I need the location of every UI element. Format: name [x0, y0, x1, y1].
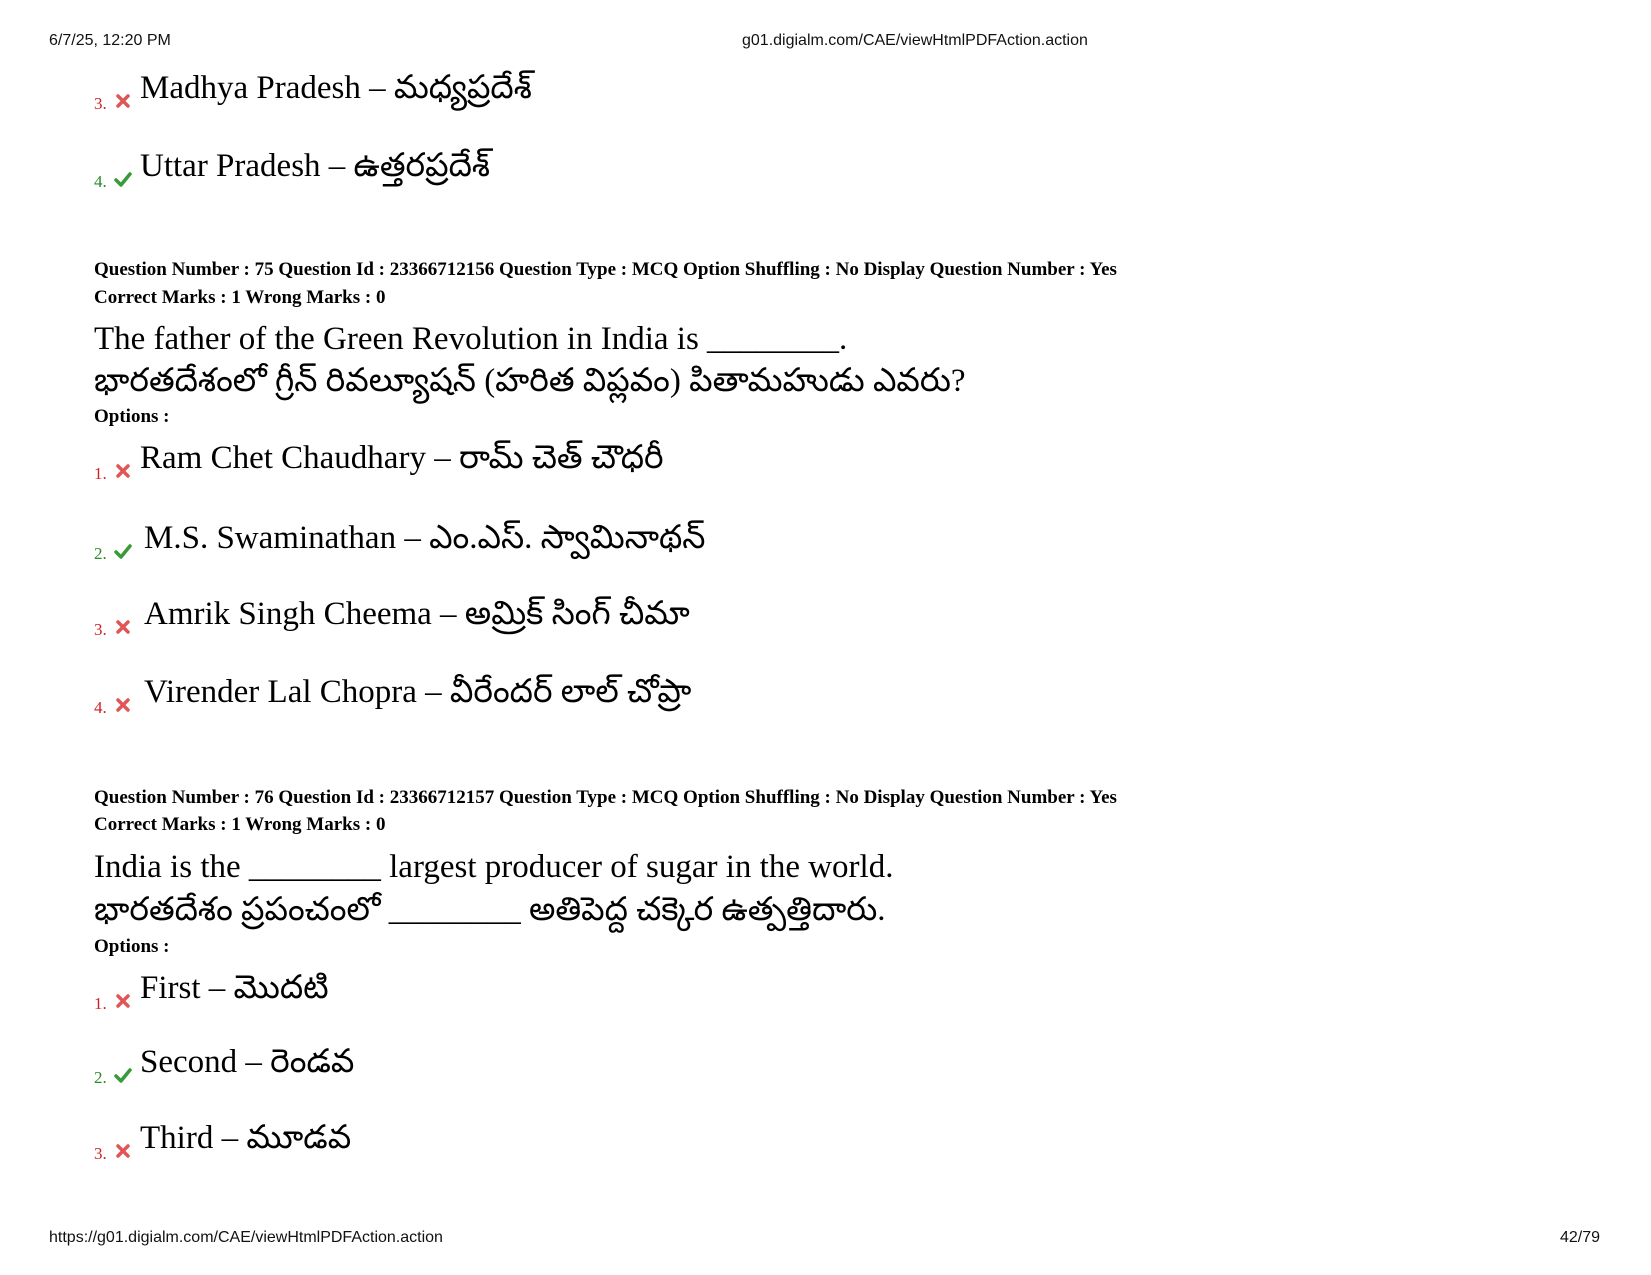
options-label: Options :	[94, 406, 170, 427]
cross-icon	[114, 618, 132, 636]
question-text-english: The father of the Green Revolution in India is ________.	[94, 321, 848, 357]
option-number: 3.	[94, 1144, 107, 1163]
option-number: 1.	[94, 464, 107, 483]
cross-icon	[114, 992, 132, 1010]
options-label: Options :	[94, 936, 170, 957]
question-text-english: India is the ________ largest producer of sugar in the world.	[94, 849, 894, 885]
option-number: 4.	[94, 172, 107, 191]
footer-url: https://g01.digialm.com/CAE/viewHtmlPDFAction.action	[49, 1229, 443, 1246]
option-number: 3.	[94, 94, 107, 113]
cross-icon	[114, 1142, 132, 1160]
question-text-telugu: భారతదేశంలో గ్రీన్ రివల్యూషన్ (హరిత విప్లవం) పితామహుడు ఎవరు?	[94, 363, 966, 399]
check-icon	[114, 170, 132, 188]
question-marks: Correct Marks : 1 Wrong Marks : 0	[94, 287, 386, 308]
question-marks: Correct Marks : 1 Wrong Marks : 0	[94, 814, 386, 835]
option-number: 2.	[94, 544, 107, 563]
option-number: 3.	[94, 620, 107, 639]
option-text: Madhya Pradesh – మధ్యప్రదేశ్	[140, 70, 532, 106]
option-text: Virender Lal Chopra – వీరేందర్ లాల్ చోప్రా	[144, 674, 692, 710]
option-text: M.S. Swaminathan – ఎం.ఎస్. స్వామినాథన్	[144, 520, 706, 556]
option-text: Second – రెండవ	[140, 1044, 355, 1080]
option-number: 2.	[94, 1068, 107, 1087]
option-text: First – మొదటి	[140, 970, 329, 1006]
question-text-telugu: భారతదేశం ప్రపంచంలో ________ అతిపెద్ద చక్కెర ఉత్పత్తిదారు.	[94, 892, 886, 928]
option-number: 1.	[94, 994, 107, 1013]
option-text: Amrik Singh Cheema – అమ్రిక్ సింగ్ చీమా	[144, 596, 690, 632]
option-number: 4.	[94, 698, 107, 717]
print-url: g01.digialm.com/CAE/viewHtmlPDFAction.action	[742, 32, 1088, 49]
cross-icon	[114, 462, 132, 480]
option-text: Uttar Pradesh – ఉత్తరప్రదేశ్	[140, 148, 491, 184]
question-meta: Question Number : 75 Question Id : 23366712156 Question Type : MCQ Option Shuffling : No Display Question Number : Yes	[94, 259, 1117, 280]
cross-icon	[114, 696, 132, 714]
check-icon	[114, 542, 132, 560]
option-text: Third – మూడవ	[140, 1120, 352, 1156]
check-icon	[114, 1066, 132, 1084]
option-text: Ram Chet Chaudhary – రామ్ చెత్ చౌధరీ	[140, 440, 664, 476]
cross-icon	[114, 92, 132, 110]
question-meta: Question Number : 76 Question Id : 23366712157 Question Type : MCQ Option Shuffling : No Display Question Number : Yes	[94, 787, 1117, 808]
print-datetime: 6/7/25, 12:20 PM	[49, 32, 171, 49]
page-number: 42/79	[1560, 1229, 1601, 1246]
